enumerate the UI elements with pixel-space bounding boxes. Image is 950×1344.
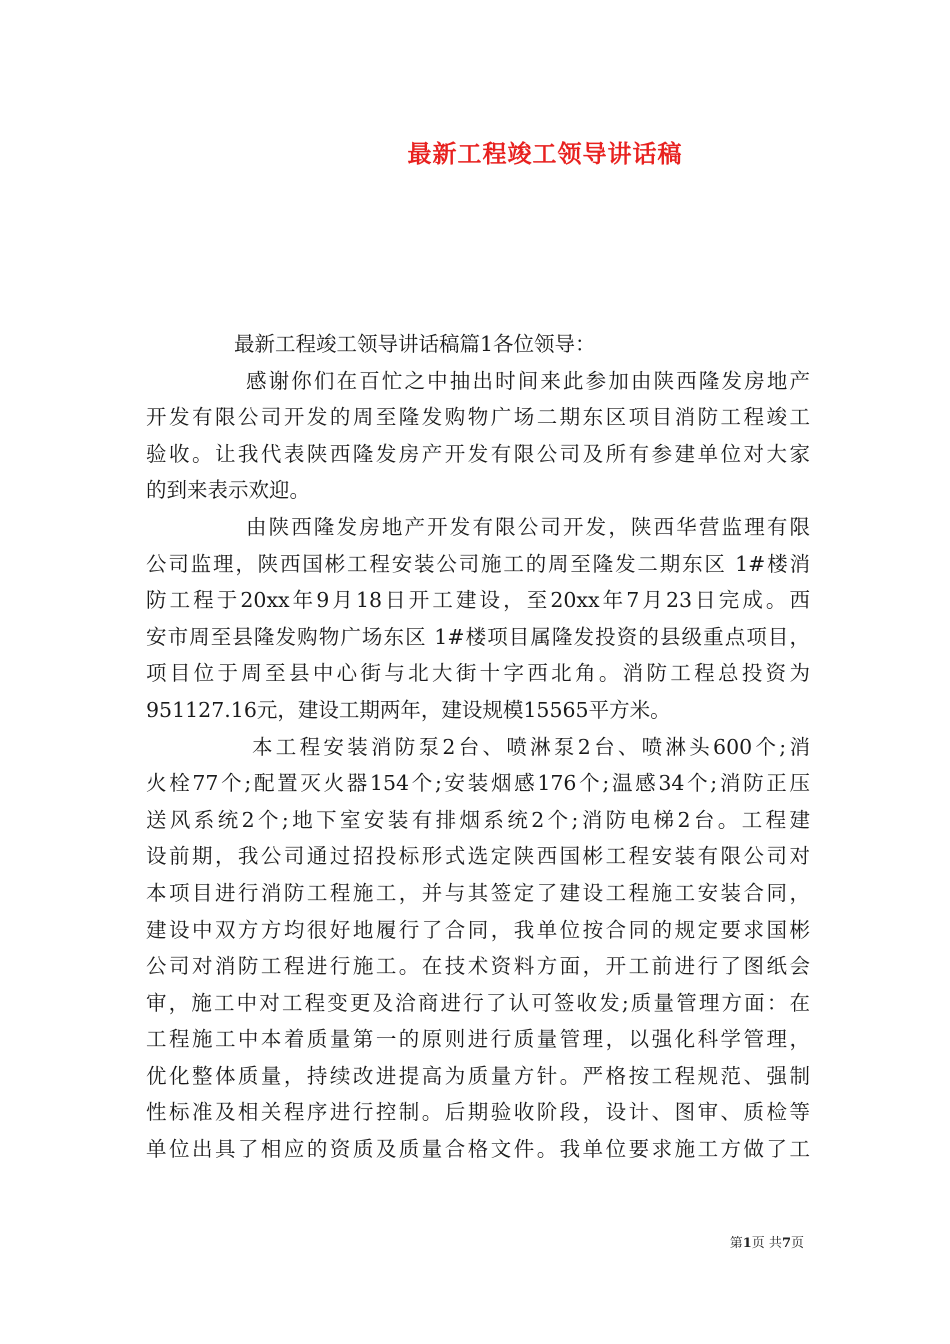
text-line: 公司对消防工程进行施工。在技术资料方面，开工前进行了图纸会 xyxy=(146,954,810,979)
text-line: 送风系统2个;地下室安装有排烟系统2个;消防电梯2台。工程建 xyxy=(146,807,810,832)
text-line: 的到来表示欢迎。 xyxy=(146,478,310,503)
text-line: 优化整体质量，持续改进提高为质量方针。严格按工程规范、强制 xyxy=(146,1063,810,1088)
text-line: 本工程安装消防泵2台、喷淋泵2台、喷淋头600个;消 xyxy=(252,734,810,759)
text-line: 设前期，我公司通过招投标形式选定陕西国彬工程安装有限公司对 xyxy=(146,844,810,869)
text-line: 本项目进行消防工程施工，并与其签定了建设工程施工安装合同， xyxy=(146,880,810,905)
text-line: 审，施工中对工程变更及洽商进行了认可签收发;质量管理方面：在 xyxy=(146,990,810,1015)
text-line: 最新工程竣工领导讲话稿篇1各位领导： xyxy=(234,332,596,356)
text-line: 开发有限公司开发的周至隆发购物广场二期东区项目消防工程竣工 xyxy=(146,405,810,430)
text-line: 项目位于周至县中心街与北大街十字西北角。消防工程总投资为 xyxy=(146,661,810,686)
text-line: 951127.16元，建设工期两年，建设规模15565平方米。 xyxy=(146,697,671,722)
text-line: 性标准及相关程序进行控制。后期验收阶段，设计、图审、质检等 xyxy=(146,1100,810,1125)
document-title: 最新工程竣工领导讲话稿 xyxy=(407,139,683,168)
page-footer xyxy=(730,1232,804,1251)
text-line: 火栓77个;配置灭火器154个;安装烟感176个;温感34个;消防正压 xyxy=(146,771,810,796)
text-line: 验收。让我代表陕西隆发房产开发有限公司及所有参建单位对大家 xyxy=(146,441,810,466)
text-line: 公司监理，陕西国彬工程安装公司施工的周至隆发二期东区 1#楼消 xyxy=(146,551,810,576)
footer-suffix: 页 xyxy=(790,1236,804,1251)
text-line: 感谢你们在百忙之中抽出时间来此参加由陕西隆发房地产 xyxy=(246,368,810,393)
document-body xyxy=(146,326,810,1168)
text-line: 由陕西隆发房地产开发有限公司开发，陕西华营监理有限 xyxy=(246,514,810,539)
footer-total-pages: 7 xyxy=(781,1236,791,1251)
text-line: 防工程于20xx年9月18日开工建设，至20xx年7月23日完成。西 xyxy=(146,588,810,613)
text-line: 安市周至县隆发购物广场东区 1#楼项目属隆发投资的县级重点项目， xyxy=(146,624,810,649)
footer-middle: 页 共 xyxy=(751,1236,782,1251)
text-line: 工程施工中本着质量第一的原则进行质量管理，以强化科学管理， xyxy=(146,1027,810,1052)
footer-current-page: 1 xyxy=(742,1236,752,1251)
text-line: 单位出具了相应的资质及质量合格文件。我单位要求施工方做了工 xyxy=(146,1137,810,1162)
text-line: 建设中双方方均很好地履行了合同，我单位按合同的规定要求国彬 xyxy=(146,917,810,942)
footer-prefix: 第 xyxy=(729,1236,743,1251)
